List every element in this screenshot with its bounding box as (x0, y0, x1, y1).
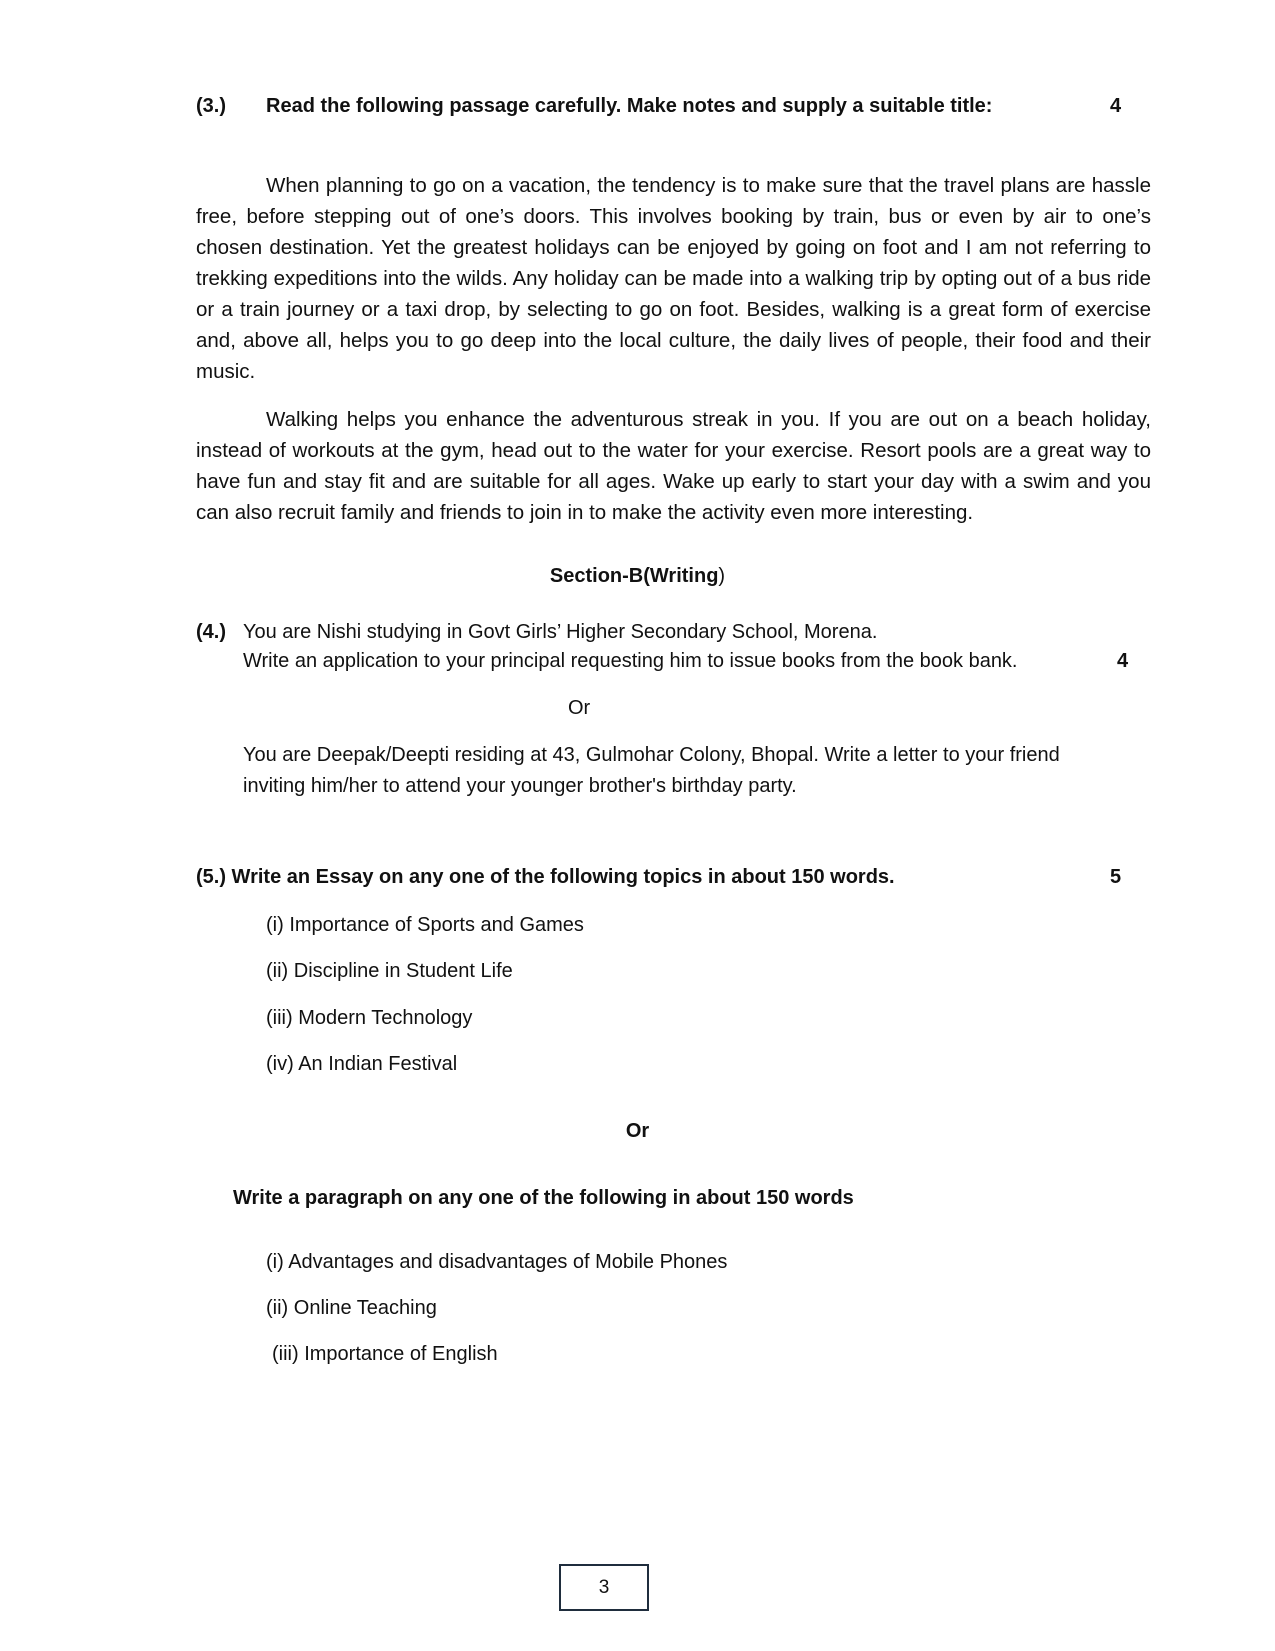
passage-paragraph-1-text: When planning to go on a vacation, the tendency is to make sure that the travel plans are hassle free, before stepping out of one’s doors. This involves booking by train, bus or even by air to one’s chosen destination. Yet the greatest holidays can be enjoyed by going on foot and I am not referring to trekking expeditions into the wilds. Any holiday can be made into a walking trip by opting out of a bus ride or a train journey or a taxi drop, by selecting to go on foot. Besides, walking is a great form of exercise and, above all, helps you to go deep into the local culture, the daily lives of people, their food and their music. (196, 174, 1151, 383)
section-b-close-paren: ) (718, 565, 726, 587)
q3-marks: 4 (1110, 95, 1122, 117)
q5-marks: 5 (1110, 866, 1122, 888)
q4-line-1: You are Nishi studying in Govt Girls’ Higher Secondary School, Morena. (243, 621, 878, 643)
q4-marks: 4 (1117, 650, 1129, 672)
page-number: 3 (598, 1576, 610, 1598)
passage-paragraph-2 (196, 404, 1151, 528)
paragraph-topic: (i) Advantages and disadvantages of Mobile Phones (266, 1251, 728, 1273)
paragraph-heading: Write a paragraph on any one of the following in about 150 words (233, 1187, 854, 1209)
q3-number: (3.) (196, 95, 226, 117)
essay-topic: (i) Importance of Sports and Games (266, 914, 584, 936)
essay-topic: (iv) An Indian Festival (266, 1053, 458, 1075)
section-b-title: Section-B(Writing (549, 565, 719, 587)
page-number-box (559, 1564, 649, 1611)
q4-alt-line-1: You are Deepak/Deepti residing at 43, Gulmohar Colony, Bhopal. Write a letter to your friend (243, 744, 1060, 766)
q4-or: Or (568, 697, 591, 719)
q5-heading: (5.) Write an Essay on any one of the following topics in about 150 words. (196, 866, 895, 888)
paragraph-topic: (iii) Importance of English (272, 1343, 498, 1365)
q5-or: Or (625, 1120, 650, 1142)
q4-alt-line-2: inviting him/her to attend your younger brother's birthday party. (243, 775, 797, 797)
passage-paragraph-2-text: Walking helps you enhance the adventurous streak in you. If you are out on a beach holiday, instead of workouts at the gym, head out to the water for your exercise. Resort pools are a great way to have fun and stay fit and are suitable for all ages. Wake up early to start your day with a swim and you can also recruit family and friends to join in to make the activity even more interesting. (196, 408, 1151, 524)
essay-topic: (iii) Modern Technology (266, 1007, 473, 1029)
paragraph-topic: (ii) Online Teaching (266, 1297, 437, 1319)
passage-paragraph-1 (196, 170, 1151, 387)
q4-line-2: Write an application to your principal requesting him to issue books from the book bank. (243, 650, 1018, 672)
q3-instruction: Read the following passage carefully. Make notes and supply a suitable title: (266, 95, 993, 117)
essay-topic: (ii) Discipline in Student Life (266, 960, 513, 982)
q4-number: (4.) (196, 621, 226, 643)
section-b-heading (0, 564, 1275, 588)
